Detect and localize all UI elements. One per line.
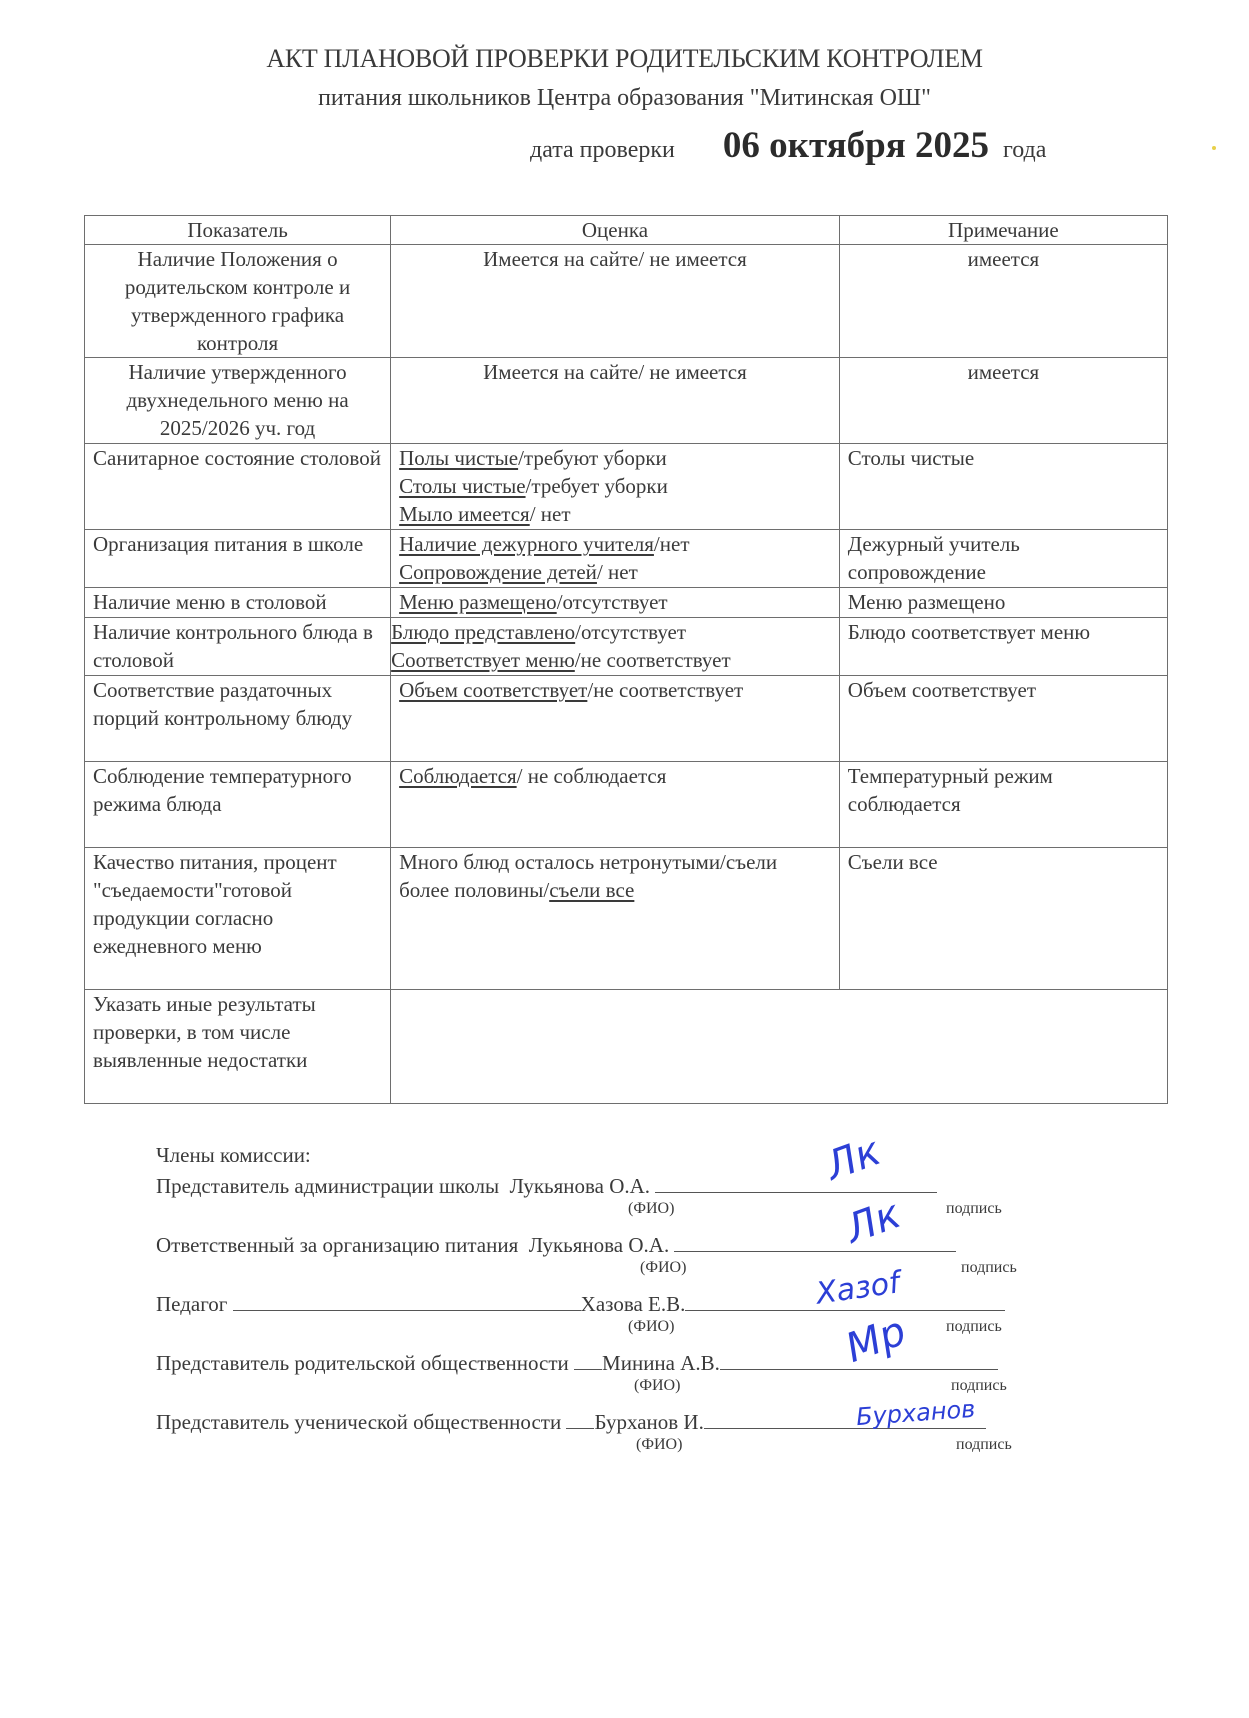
document-subtitle: питания школьников Центра образования "Митинская ОШ": [318, 85, 931, 111]
indicator-cell: Санитарное состояние столовой: [85, 444, 391, 530]
selected-option: Меню размещено: [399, 590, 557, 614]
note-cell: Съели все: [839, 848, 1167, 990]
other-option: / нет: [596, 560, 638, 584]
inspection-table: [84, 215, 1168, 1104]
commission-heading: Члены комиссии:: [156, 1143, 311, 1167]
rating-option-line: [399, 676, 831, 704]
handwritten-signature: Лк: [819, 1128, 887, 1190]
indicator-cell: Наличие утвержденного двухнедельного меню на 2025/2026 уч. год: [85, 358, 391, 444]
handwritten-signature: Хазоf: [813, 1265, 902, 1312]
note-cell: имеется: [839, 358, 1167, 444]
fio-hint: (ФИО): [628, 1200, 675, 1217]
inspection-date-line: [530, 124, 1046, 167]
table-row: [85, 245, 1168, 358]
date-suffix: года: [1003, 137, 1047, 163]
rating-cell: [391, 444, 840, 530]
other-options: Много блюд осталось нетронутыми/съели более половины/: [399, 850, 778, 902]
signature-hint: подпись: [956, 1436, 1012, 1453]
table-row: [85, 848, 1168, 990]
note-cell: Столы чистые: [839, 444, 1167, 530]
note-cell: Дежурный учитель сопровождение: [839, 530, 1167, 588]
table-row: [85, 676, 1168, 762]
fio-line: [566, 1406, 594, 1429]
signature-line: [674, 1229, 956, 1252]
table-row: [85, 990, 1168, 1104]
member-hints: [156, 1436, 1156, 1465]
selected-option: Наличие дежурного учителя: [399, 532, 654, 556]
selected-option: Мыло имеется: [399, 502, 530, 526]
table-row: [85, 618, 1168, 676]
rating-option-line: [391, 618, 831, 646]
other-option: /отсутствует: [556, 590, 668, 614]
other-option: /отсутствует: [575, 620, 687, 644]
member-hints: [156, 1259, 1156, 1288]
member-role: Ответственный за организацию питания: [156, 1233, 519, 1257]
rating-option-line: [399, 500, 831, 528]
rating-option-line: [399, 530, 831, 558]
rating-cell: [391, 848, 840, 990]
fio-hint: (ФИО): [640, 1259, 687, 1276]
table-header-row: [85, 216, 1168, 245]
document-title: АКТ ПЛАНОВОЙ ПРОВЕРКИ РОДИТЕЛЬСКИМ КОНТРОЛЕМ: [266, 44, 983, 73]
fio-line: [233, 1288, 581, 1311]
fio-hint: (ФИО): [634, 1377, 681, 1394]
date-label: дата проверки: [530, 137, 675, 163]
member-role: Представитель ученической общественности: [156, 1410, 562, 1434]
other-option: / не соблюдается: [516, 764, 667, 788]
indicator-cell: Наличие контрольного блюда в столовой: [85, 618, 391, 676]
other-option: /не соответствует: [574, 648, 731, 672]
selected-option: Сопровождение детей: [399, 560, 597, 584]
rating-cell: [391, 618, 840, 676]
other-results-cell: [391, 990, 1168, 1104]
indicator-cell: Организация питания в школе: [85, 530, 391, 588]
indicator-cell: Качество питания, процент "съедаемости"готовой продукции согласно ежедневного меню: [85, 848, 391, 990]
signature-hint: подпись: [946, 1200, 1002, 1217]
rating-option-line: [399, 444, 831, 472]
member-role: Представитель родительской общественности: [156, 1351, 569, 1375]
member-hints: [156, 1318, 1156, 1347]
note-cell: Объем соответствует: [839, 676, 1167, 762]
selected-option: Соответствует меню: [391, 648, 575, 672]
member-name: Хазова Е.В.: [580, 1292, 686, 1316]
rating-cell: [391, 530, 840, 588]
rating-cell: [391, 676, 840, 762]
selected-option: Столы чистые: [399, 474, 526, 498]
handwritten-signature: Мр: [839, 1308, 912, 1372]
indicator-cell: Наличие Положения о родительском контроле и утвержденного графика контроля: [85, 245, 391, 358]
selected-option: Объем соответствует: [399, 678, 588, 702]
signature-hint: подпись: [951, 1377, 1007, 1394]
other-option: /требует уборки: [525, 474, 668, 498]
table-row: [85, 588, 1168, 618]
indicator-cell: Указать иные результаты проверки, в том числе выявленные недостатки: [85, 990, 391, 1104]
rating-cell: [391, 762, 840, 848]
selected-option: Полы чистые: [399, 446, 519, 470]
commission-section: [156, 1128, 1156, 1465]
selected-option: съели все: [549, 878, 635, 902]
column-header-note: Примечание: [839, 216, 1167, 245]
member-hints: [156, 1200, 1156, 1229]
table-row: [85, 444, 1168, 530]
note-cell: Температурный режим соблюдается: [839, 762, 1167, 848]
rating-option-line: [399, 762, 831, 790]
selected-option: Соблюдается: [399, 764, 517, 788]
column-header-indicator: Показатель: [85, 216, 391, 245]
indicator-cell: Соблюдение температурного режима блюда: [85, 762, 391, 848]
other-option: /нет: [653, 532, 690, 556]
other-option: /требуют уборки: [518, 446, 667, 470]
rating-option-line: [399, 588, 831, 616]
signature-line: [655, 1170, 937, 1193]
note-cell: Блюдо соответствует меню: [839, 618, 1167, 676]
member-name: Лукьянова О.А.: [509, 1174, 651, 1198]
fio-line: [574, 1347, 602, 1370]
table-row: [85, 358, 1168, 444]
commission-member: [156, 1394, 1156, 1436]
indicator-cell: Соответствие раздаточных порций контрольному блюду: [85, 676, 391, 762]
signature-hint: подпись: [946, 1318, 1002, 1335]
fio-hint: (ФИО): [628, 1318, 675, 1335]
handwritten-signature: Бурханов: [855, 1394, 977, 1432]
indicator-cell: Наличие меню в столовой: [85, 588, 391, 618]
rating-cell: Имеется на сайте/ не имеется: [391, 245, 840, 358]
rating-option-line: [399, 472, 831, 500]
date-value: 06 октября 2025: [722, 125, 989, 166]
scan-speck: [1212, 146, 1216, 150]
note-cell: Меню размещено: [839, 588, 1167, 618]
note-cell: имеется: [839, 245, 1167, 358]
table-row: [85, 762, 1168, 848]
member-hints: [156, 1377, 1156, 1406]
member-role: Представитель администрации школы: [156, 1174, 500, 1198]
rating-cell: [391, 588, 840, 618]
member-name: Бурханов И.: [594, 1410, 704, 1434]
member-name: Минина А.В.: [602, 1351, 720, 1375]
table-row: [85, 530, 1168, 588]
rating-option-line: [399, 558, 831, 586]
fio-hint: (ФИО): [636, 1436, 683, 1453]
selected-option: Блюдо представлено: [391, 620, 576, 644]
handwritten-signature: Лк: [839, 1191, 907, 1253]
signature-hint: подпись: [961, 1259, 1017, 1276]
other-option: / нет: [529, 502, 571, 526]
rating-cell: Имеется на сайте/ не имеется: [391, 358, 840, 444]
other-option: /не соответствует: [587, 678, 744, 702]
member-role: Педагог: [156, 1292, 228, 1316]
rating-option-line: [391, 646, 831, 674]
member-name: Лукьянова О.А.: [528, 1233, 670, 1257]
column-header-rating: Оценка: [391, 216, 840, 245]
